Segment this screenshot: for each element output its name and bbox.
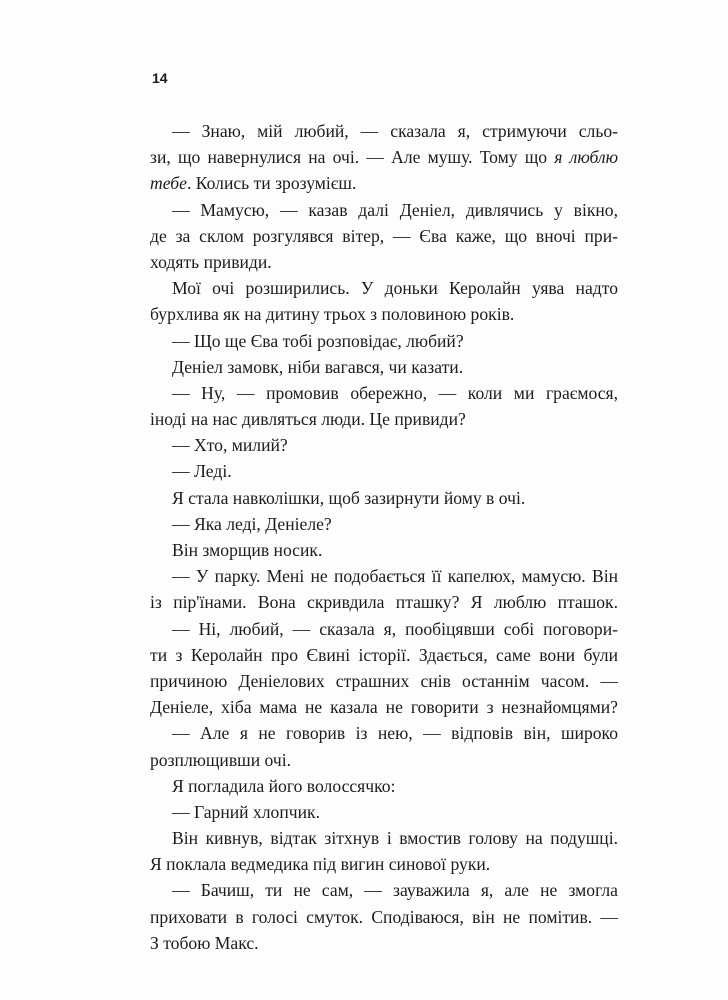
text-line: бурхлива як на дитину трьох з половиною років. <box>150 304 515 325</box>
text-line: Він кивнув, відтак зітхнув і вмостив голову на подушці. <box>172 828 618 849</box>
italic-text: я люблю <box>554 147 618 168</box>
text-line: — У парку. Мені не подобається її капелюх, мамусю. Він <box>172 566 618 587</box>
text-line: зи, що навернулися на очі. — Але мушу. Тому що я люблю <box>150 147 618 168</box>
text-line: Я стала навколішки, щоб зазирнути йому в очі. <box>172 487 526 508</box>
text-line: іноді на нас дивляться люди. Це привиди? <box>150 409 466 430</box>
text-line: — Бачиш, ти не сам, — зауважила я, але не змогла <box>172 880 618 901</box>
body-text <box>150 118 618 956</box>
text-line: — Знаю, мій любий, — сказала я, стримуючи сльо- <box>172 121 618 141</box>
text-line: Деніел замовк, ніби вагався, чи казати. <box>172 356 464 377</box>
text-line: причиною Деніелових страшних снів останнім часом. — <box>150 670 618 691</box>
text-line: ти з Керолайн про Євині історії. Здається, саме вони були <box>150 644 618 665</box>
text-line: Я поклала ведмедика під вигин синової руки. <box>150 854 491 875</box>
text-line: тебе. Колись ти зрозумієш. <box>150 173 357 194</box>
page-number: 14 <box>152 70 168 86</box>
italic-text: тебе <box>150 173 187 194</box>
text-line: З тобою Макс. <box>150 932 259 953</box>
text-line: — Ні, любий, — сказала я, пообіцявши собі поговори- <box>172 618 618 639</box>
text-line: — Ну, — промовив обережно, — коли ми граємося, <box>172 382 618 403</box>
text-line: — Леді. <box>172 461 232 482</box>
text-line: Деніеле, хіба мама не казала не говорити з незнайомцями? <box>150 697 618 718</box>
text-line: Мої очі розширились. У доньки Керолайн уява надто <box>172 278 618 299</box>
text-line: — Яка леді, Деніеле? <box>172 513 332 534</box>
text-line: ходять привиди. <box>150 251 272 272</box>
text-line: розплющивши очі. <box>150 749 291 770</box>
text-line: — Що ще Єва тобі розповідає, любий? <box>172 330 464 351</box>
text-line: Він зморщив носик. <box>172 540 323 560</box>
text-line: Я погладила його волоссячко: <box>172 775 396 796</box>
text-line: — Мамусю, — казав далі Деніел, дивлячись у вікно, <box>172 199 618 220</box>
text-line: — Гарний хлопчик. <box>172 801 320 822</box>
text-line: — Хто, милий? <box>172 435 288 456</box>
text-line: приховати в голосі смуток. Сподіваюся, він не помітив. — <box>150 906 618 927</box>
text-line: де за склом розгулявся вітер, — Єва каже, що вночі при- <box>150 225 618 246</box>
text-line: — Але я не говорив із нею, — відповів він, широко <box>172 723 618 744</box>
text-line: із пір'їнами. Вона скривдила пташку? Я люблю пташок. <box>150 592 618 613</box>
